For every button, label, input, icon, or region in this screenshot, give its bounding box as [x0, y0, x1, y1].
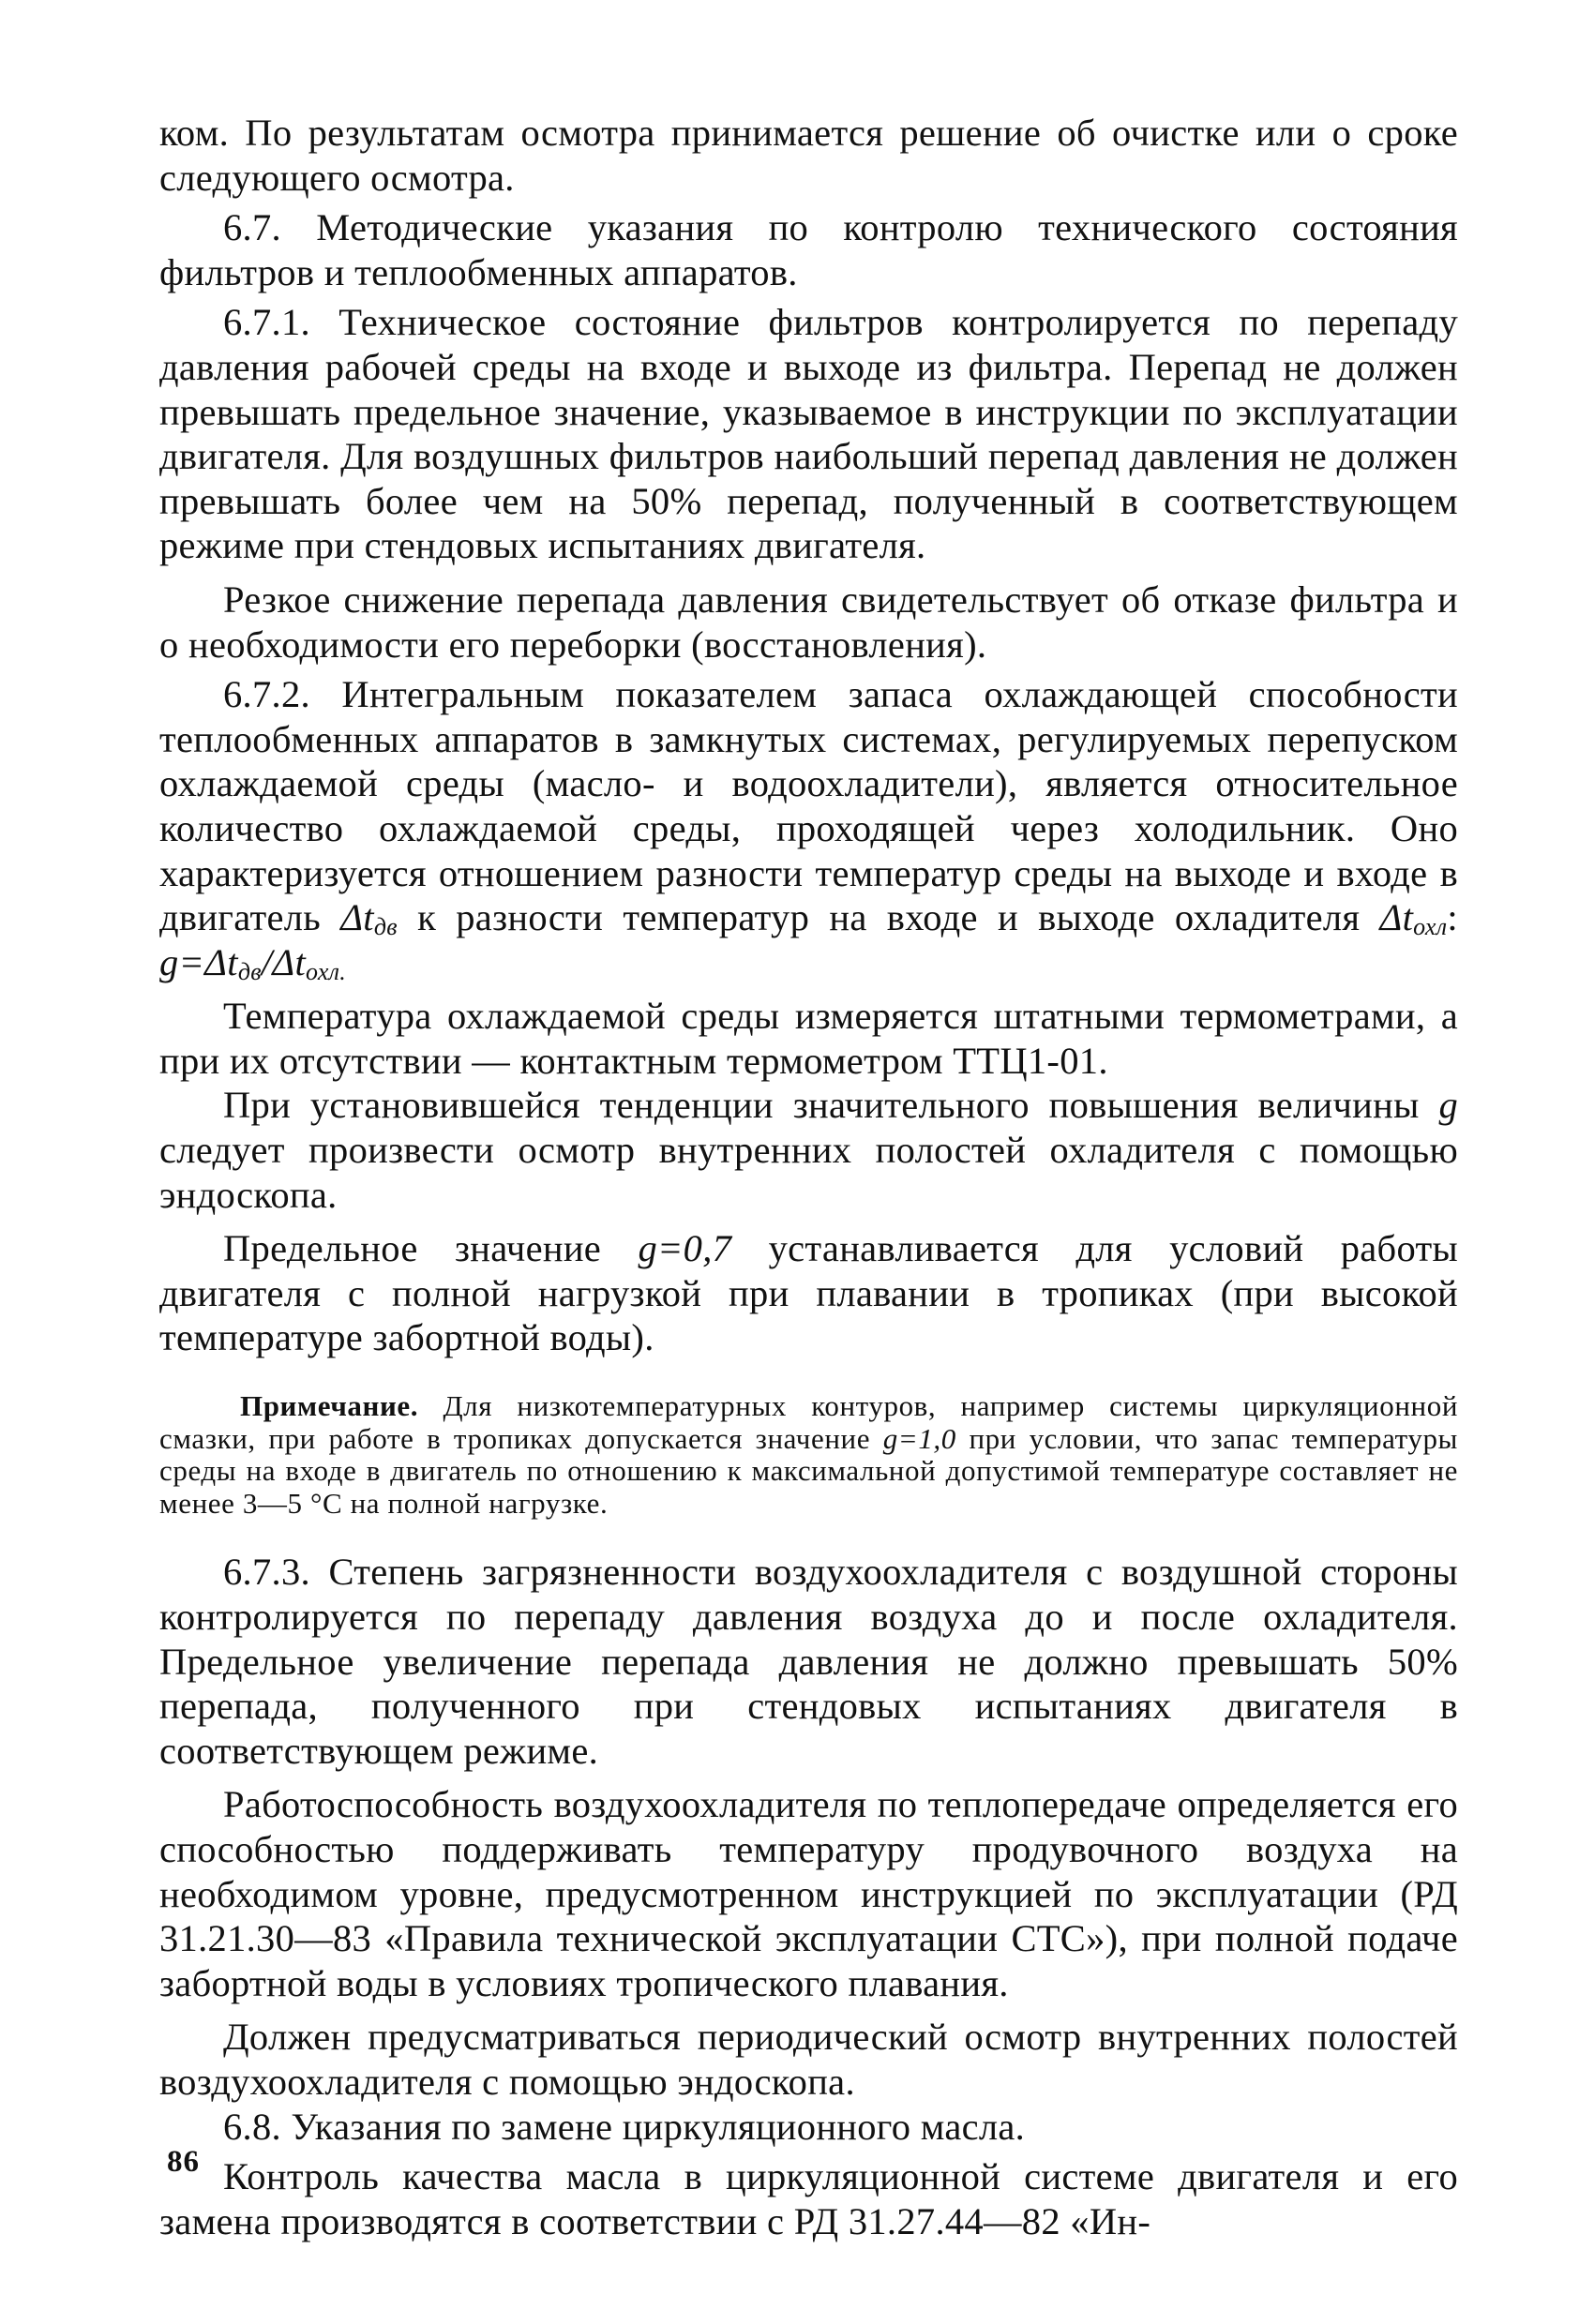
delta-t-cooler-formula: $\Delta t_{охл}$: [1379, 896, 1448, 941]
delta-t-engine-formula: $\Delta t_{дв}$: [340, 896, 398, 941]
endoscope-text-a: При установившейся тенденции значительного повышения величины: [223, 1084, 1420, 1127]
g-definition-formula: $g=\Delta t_{дв}/\Delta t_{охл.}$: [159, 940, 347, 985]
page-number: 86: [167, 2145, 200, 2179]
limit-text-a: Предельное значение: [223, 1227, 602, 1270]
section-6-7-heading: 6.7. Методические указания по контролю технического состояния фильтров и теплообменных аппаратов.: [159, 206, 1458, 293]
endoscope-inspection-paragraph: [159, 1083, 1458, 1217]
section-6-7-2-text-a: 6.7.2. Интегральным показателем запаса охлаждающей способности теплообменных аппаратов в замкнутых системах, регулируемых перепуском охлаждаемой среды (масло- и водоохладители), является относительное количество охлаждаемой среды, проходящей через холодильник. Оно характеризуется отношением разности температур среды на выходе и входе в двигатель: [159, 673, 1458, 939]
endoscope-text-b: следует произвести осмотр внутренних полостей охладителя с помощью эндоскопа.: [159, 1129, 1458, 1216]
filter-failure-paragraph: Резкое снижение перепада давления свидетельствует об отказе фильтра и о необходимости его переборки (восстановления).: [159, 577, 1458, 666]
oil-quality-paragraph: Контроль качества масла в циркуляционной системе двигателя и его замена производятся в соответствии с РД 31.27.44—82 «Ин-: [159, 2155, 1458, 2242]
heat-transfer-paragraph: Работоспособность воздухоохладителя по теплопередаче определяется его способностью поддерживать температуру продувочного воздуха на необходимом уровне, предусмотренном инструкцией по эксплуатации (РД 31.21.30—83 «Правила технической эксплуатации СТС»), при полной подаче забортной воды в условиях тропического плавания.: [159, 1783, 1458, 2004]
section-6-7-2-paragraph: 6.7.2. Интегральным показателем запаса охлаждающей способности теплообменных аппаратов в замкнутых системах, регулируемых перепуском охлаждаемой среды (масло- и водоохладители), является относительное количество охлаждаемой среды, проходящей через холодильник. Оно характеризуется отношением разности температур среды на выходе и входе в двигатель $\Delta t_{дв}$ к разности температур на входе и выходе охладителя $\Delta t_{охл}$: $g=\Delta t_{дв}/\Delta t_{охл.}$: [159, 673, 1458, 985]
periodic-inspection-paragraph: Должен предусматриваться периодический осмотр внутренних полостей воздухоохладителя с помощью эндоскопа.: [159, 2016, 1458, 2103]
section-6-7-2-text-b: к разности температур на входе и выходе охладителя: [417, 896, 1361, 939]
section-6-7-1-paragraph: 6.7.1. Техническое состояние фильтров контролируется по перепаду давления рабочей среды на входе и выходе из фильтра. Перепад не должен превышать предельное значение, указываемое в инструкции по эксплуатации двигателя. Для воздушных фильтров наибольший перепад давления не должен превышать более чем на 50% перепад, полученный в соответствующем режиме при стендовых испытаниях двигателя.: [159, 301, 1458, 567]
note-text-a: Для низкотемпературных контуров, например системы циркуляционной смазки, при работе в тропиках допускается значение: [159, 1389, 1459, 1455]
limit-value-paragraph: [159, 1226, 1458, 1360]
temperature-measurement-paragraph: Температура охлаждаемой среды измеряется штатными термометрами, а при их отсутствии — контактным термометром ТТЦ1-01.: [159, 995, 1458, 1082]
section-6-8-heading: 6.8. Указания по замене циркуляционного масла.: [223, 2105, 1026, 2148]
limit-text-b: устанавливается для условий работы двигателя с полной нагрузкой при плавании в тропиках (при высокой температуре забортной воды).: [159, 1227, 1458, 1359]
note-paragraph: [159, 1390, 1458, 1520]
note-g-value: g=1,0: [882, 1421, 956, 1455]
g-limit-formula: g=0,7: [638, 1227, 732, 1270]
section-6-7-3-paragraph: 6.7.3. Степень загрязненности воздухоохладителя с воздушной стороны контролируется по перепаду давления воздуха до и после охладителя. Предельное увеличение перепада давления не должно превышать 50% перепада, полученного при стендовых испытаниях двигателя в соответствующем режиме.: [159, 1551, 1458, 1772]
g-symbol: g: [1438, 1084, 1458, 1127]
note-label: Примечание.: [240, 1389, 419, 1423]
paragraph-continuation: ком. По результатам осмотра принимается решение об очистке или о сроке следующего осмотра.: [159, 112, 1458, 199]
note-text-b: при условии, что запас температуры среды на входе в двигатель по отношению к максимальной допустимой температуре составляет не менее 3—5 °С на полной нагрузке.: [159, 1421, 1458, 1520]
page-body: [159, 111, 1458, 2243]
